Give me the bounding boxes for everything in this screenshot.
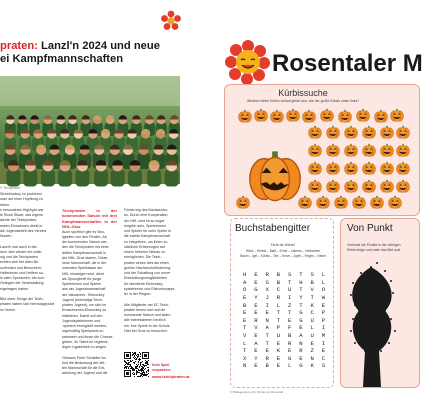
letter-cell[interactable]: R bbox=[265, 271, 269, 279]
article-line: spielerinnen und Eishockeyspie- bbox=[124, 286, 176, 291]
letter-cell[interactable]: E bbox=[254, 301, 258, 309]
photo-credit: © Teichpiraten bbox=[0, 186, 21, 190]
letter-cell[interactable]: T bbox=[242, 324, 247, 332]
article-line: Jugend (ehemalige Teich- bbox=[62, 297, 104, 302]
letter-grid-row bbox=[239, 309, 329, 317]
small-pumpkin-icon bbox=[308, 126, 321, 139]
article-line: als Sprungbrett für junge bbox=[62, 276, 102, 281]
letter-cell[interactable]: T bbox=[287, 278, 292, 286]
dot-to-dot-instruction: Verbinde die Punkte in der richtigen Reihenfolge und male das Bild aus! bbox=[347, 243, 401, 252]
article-line: den die Teichpiraten mit einer bbox=[62, 245, 109, 250]
letter-cell[interactable]: A bbox=[299, 332, 303, 340]
article-line: tont die Bedeutung der drit- bbox=[62, 360, 106, 365]
small-pumpkin-icon bbox=[356, 109, 369, 122]
letter-cell[interactable]: T bbox=[265, 332, 269, 340]
article-line: ie Show Stuart, das eigene bbox=[0, 213, 43, 217]
letter-cell[interactable]: B bbox=[242, 301, 247, 309]
dot-to-dot-panel bbox=[340, 218, 420, 388]
small-pumpkin-icon bbox=[326, 162, 339, 175]
letter-cell[interactable]: E bbox=[254, 347, 258, 355]
article-line: etablieren. Damit soll den bbox=[62, 313, 103, 318]
letter-cell[interactable]: X bbox=[265, 286, 269, 294]
letter-cell[interactable]: R bbox=[254, 316, 258, 324]
team-member-body bbox=[23, 169, 37, 186]
article-line: dritten Kampfmannschaft in bbox=[62, 250, 106, 255]
letter-grid-row bbox=[239, 339, 329, 347]
article-column-1 bbox=[0, 192, 55, 387]
kein-spiel-label bbox=[152, 363, 171, 372]
article-line: Spielerinnen und Spieler bbox=[62, 282, 102, 287]
article-line: Förderung des Nachwuchs- bbox=[124, 208, 169, 212]
article-line: und der Schaffung von neuer bbox=[124, 271, 171, 275]
small-pumpkin-icon bbox=[388, 196, 401, 209]
small-pumpkin-icon bbox=[298, 196, 311, 209]
letter-cell[interactable]: P bbox=[276, 324, 281, 332]
letter-cell[interactable]: V bbox=[310, 286, 314, 294]
letter-cell[interactable]: G bbox=[299, 316, 303, 324]
letter-cell[interactable]: P bbox=[321, 316, 326, 324]
left-page bbox=[0, 40, 194, 385]
small-pumpkin-icon bbox=[396, 144, 409, 157]
letter-cell[interactable]: B bbox=[287, 332, 292, 340]
letter-cell[interactable]: N bbox=[265, 316, 269, 324]
small-pumpkin-icon bbox=[326, 126, 339, 139]
article-line: ler in der Region. bbox=[124, 292, 152, 296]
article-line: igkeiten von den Piraten. Ab bbox=[62, 234, 107, 239]
small-pumpkin-icon bbox=[320, 109, 333, 122]
article-line: es. Durch eine Kooperation bbox=[124, 213, 168, 218]
right-page bbox=[206, 38, 423, 394]
letter-cell[interactable]: I bbox=[265, 301, 269, 309]
letter-cell[interactable]: K bbox=[276, 347, 281, 355]
letter-grid-row bbox=[239, 301, 329, 309]
article-line: ein, ihre Spiele in der Schule bbox=[124, 323, 170, 328]
connect-dot bbox=[390, 280, 392, 282]
connect-dot bbox=[350, 294, 352, 296]
connect-dot bbox=[364, 350, 366, 352]
connect-dot bbox=[358, 310, 360, 312]
small-pumpkin-icon bbox=[236, 196, 249, 209]
article-line: untersten Spielklasse der bbox=[62, 266, 103, 271]
letter-cell[interactable]: Y bbox=[254, 294, 258, 302]
team-member-body bbox=[128, 169, 142, 186]
small-pumpkin-icon bbox=[396, 162, 409, 175]
sun-logo-icon bbox=[226, 40, 270, 84]
article-line: toben. bbox=[0, 202, 10, 207]
letter-cell[interactable]: E bbox=[321, 347, 326, 355]
article-line: piraten sehen dies als einen bbox=[124, 260, 169, 265]
team-photo bbox=[0, 76, 180, 184]
article-line: regelmäßig Spielpraxis zu bbox=[62, 329, 104, 334]
letter-cell[interactable]: U bbox=[276, 332, 281, 340]
letter-grid bbox=[239, 271, 329, 370]
letter-cell[interactable]: N bbox=[310, 354, 314, 362]
letter-cell[interactable]: E bbox=[276, 362, 281, 370]
letter-cell[interactable]: X bbox=[242, 354, 247, 362]
small-pumpkin-icon bbox=[308, 180, 321, 193]
article-line: piraten Jugend), um sich im bbox=[62, 303, 107, 308]
article-line: zu integrieren, um ihnen zu- bbox=[124, 239, 169, 244]
letter-cell[interactable]: I bbox=[321, 339, 326, 347]
connect-dot bbox=[350, 330, 352, 332]
article-line: Hart bei Graz zu besuchen. bbox=[124, 328, 168, 333]
article-line: olg und die Teichpiraten bbox=[0, 255, 38, 259]
letter-cell[interactable]: R bbox=[287, 339, 292, 347]
letter-grid-row bbox=[239, 279, 329, 287]
letter-cell[interactable]: T bbox=[287, 309, 292, 317]
small-pumpkin-icon bbox=[374, 110, 387, 123]
connect-dot bbox=[352, 282, 354, 284]
website-link[interactable]: www.teichpiraten.at bbox=[152, 374, 190, 379]
letter-cell[interactable]: A bbox=[265, 324, 269, 332]
title-rest: Lanzl'n 2024 und neue bbox=[37, 40, 160, 52]
pumpkin-search-subtitle: Welcher kleine Kürbis schaut gleich aus, wie der große Kürbis unten links? bbox=[246, 99, 360, 103]
small-pumpkin-icon bbox=[362, 162, 375, 175]
letter-cell[interactable]: H bbox=[299, 278, 303, 286]
letter-cell[interactable]: L bbox=[310, 324, 314, 332]
connect-dot bbox=[376, 262, 378, 264]
small-pumpkin-icon bbox=[334, 196, 347, 209]
article-line: NHL einsteigen wird, dient bbox=[62, 271, 104, 276]
letter-grid-row bbox=[239, 362, 329, 370]
connect-dot bbox=[388, 342, 390, 344]
letter-cell[interactable]: C bbox=[310, 309, 314, 317]
small-pumpkin-icon bbox=[352, 196, 365, 209]
letter-cell[interactable]: Z bbox=[310, 347, 314, 355]
letter-cell[interactable]: E bbox=[276, 339, 281, 347]
small-pumpkin-icon bbox=[396, 180, 409, 193]
article-line: großen Nachwuchsförderung bbox=[124, 265, 171, 270]
big-pumpkin-icon bbox=[250, 151, 300, 200]
small-pumpkin-icon bbox=[326, 144, 339, 157]
pumpkin-field bbox=[235, 107, 411, 213]
connect-dot bbox=[388, 302, 390, 304]
small-pumpkin-icon bbox=[370, 196, 383, 209]
title-line2: ei Kampfmannschaften bbox=[0, 53, 124, 65]
letter-cell[interactable]: E bbox=[254, 278, 258, 286]
letter-grid-row bbox=[239, 347, 329, 355]
article-line: piraten freuen sich auf die bbox=[124, 307, 166, 312]
word-list-line-2: Baum – Igel – Kürbis – Tee – Kerze – Apfel – Regen – Nebel bbox=[240, 253, 326, 258]
team-member-body bbox=[75, 169, 89, 186]
article-line: -spielern ermöglicht werden, bbox=[62, 324, 108, 329]
letter-cell[interactable]: K bbox=[310, 301, 314, 309]
article-line: Lanzl'n war auch in die- bbox=[0, 244, 38, 249]
letter-grid-row bbox=[239, 332, 329, 340]
letter-cell[interactable]: B bbox=[265, 362, 269, 370]
letter-cell[interactable]: Z bbox=[287, 301, 292, 309]
small-pumpkin-icon bbox=[362, 180, 375, 193]
article-line: für talentierte Eishockey- bbox=[124, 281, 164, 286]
small-pumpkin-icon bbox=[270, 110, 283, 123]
article-line: die Jugendarbeit des Vereins bbox=[0, 228, 47, 233]
dot-to-dot-figure bbox=[341, 259, 407, 389]
small-pumpkin-icon bbox=[302, 110, 315, 123]
word-search-panel bbox=[230, 218, 334, 388]
article-line: eigetragen haben. bbox=[0, 286, 29, 291]
article-line: Bild oben: Einige der Teich- bbox=[0, 297, 44, 301]
connect-dot bbox=[360, 272, 362, 274]
article-line: n besonderes Highlight war bbox=[0, 207, 44, 212]
article-line: sem Jahr wieder ein voller bbox=[0, 249, 42, 254]
letter-cell[interactable]: H bbox=[242, 271, 247, 279]
letter-cell[interactable]: E bbox=[254, 309, 258, 317]
article-line: sätzliche Erfahrungen auf bbox=[124, 244, 165, 249]
small-pumpkin-icon bbox=[396, 126, 409, 139]
small-pumpkin-icon bbox=[338, 110, 351, 123]
team-member-body bbox=[147, 169, 161, 186]
letter-cell[interactable]: T bbox=[242, 347, 247, 355]
small-pumpkin-icon bbox=[380, 180, 393, 193]
connect-dot bbox=[354, 304, 356, 306]
letter-cell[interactable]: R bbox=[265, 354, 269, 362]
word-search-instruction: Finde die Wörter! bbox=[270, 243, 296, 247]
small-pumpkin-icon bbox=[238, 110, 251, 123]
letter-cell[interactable]: C bbox=[276, 286, 281, 294]
connect-dot bbox=[352, 318, 354, 320]
letter-cell[interactable]: E bbox=[242, 316, 247, 324]
pumpkin-search-title: Kürbissuche bbox=[278, 88, 328, 98]
letter-cell[interactable]: K bbox=[310, 362, 314, 370]
article-line: Helferinnen und Helfern so- bbox=[0, 270, 44, 275]
letter-cell[interactable]: E bbox=[276, 354, 281, 362]
word-search-word-list bbox=[235, 249, 331, 258]
small-pumpkin-icon bbox=[344, 126, 357, 139]
small-pumpkin-icon bbox=[380, 162, 393, 175]
small-pumpkin-icon bbox=[390, 109, 403, 122]
letter-cell[interactable]: O bbox=[321, 286, 326, 294]
brand-title: Rosentaler M bbox=[272, 50, 423, 77]
letter-cell[interactable]: S bbox=[310, 271, 314, 279]
small-pumpkin-icon bbox=[344, 162, 357, 175]
article-line: der kommenden Saison wer- bbox=[62, 240, 108, 245]
article-line: Alle Mitglieder der EC Teich- bbox=[124, 302, 170, 307]
dot-to-dot-title: Von Punkt bbox=[347, 223, 393, 234]
team-member-body bbox=[58, 169, 72, 186]
letter-cell[interactable]: P bbox=[321, 309, 326, 317]
article-line: ie allen Sponsoren, die zum bbox=[0, 276, 45, 280]
small-pumpkin-icon bbox=[362, 144, 375, 157]
word-list-line-1: Wind – Herbst – Blatt – Ernte – Laterne – Halloween bbox=[245, 249, 321, 253]
article-line: Auch sportlich gibt es Neu- bbox=[62, 229, 105, 234]
letter-cell[interactable]: T bbox=[276, 309, 281, 317]
article-line: ßigen Ligabetrieb zu zeigen. bbox=[62, 345, 108, 350]
letter-cell[interactable]: M bbox=[321, 332, 326, 340]
article-line: der Vatcatzers - Eishockey bbox=[62, 292, 105, 297]
letter-cell[interactable]: E bbox=[242, 294, 247, 302]
letter-cell[interactable]: S bbox=[287, 271, 292, 279]
letter-cell[interactable]: L bbox=[242, 339, 247, 347]
article-line: geben, ihr Talent im regelmä- bbox=[62, 339, 109, 344]
letter-cell[interactable]: V bbox=[242, 332, 247, 340]
letter-cell[interactable]: Y bbox=[254, 354, 258, 362]
article-line: Obmann Peter Schadler be- bbox=[62, 355, 107, 360]
article-line: uchenden und Besuchern, bbox=[0, 265, 42, 270]
letter-grid-row bbox=[239, 286, 329, 294]
article-line: Streethockey zu probieren bbox=[0, 192, 42, 196]
letter-cell[interactable]: R bbox=[299, 347, 303, 355]
letter-cell[interactable]: O bbox=[242, 286, 247, 294]
letter-cell[interactable]: B bbox=[310, 278, 314, 286]
letter-cell[interactable]: B bbox=[276, 271, 281, 279]
connect-dot bbox=[392, 292, 394, 294]
letter-cell[interactable]: E bbox=[310, 339, 314, 347]
letter-cell[interactable]: E bbox=[321, 301, 326, 309]
letter-cell[interactable]: V bbox=[254, 324, 258, 332]
article-line: essen Einnahmen direkt in bbox=[0, 223, 43, 228]
article-line: Erwachsenen-Eishockey zu bbox=[62, 308, 107, 313]
kein-spiel-text: Kein Spiel bbox=[152, 363, 170, 367]
letter-cell[interactable]: E bbox=[254, 271, 258, 279]
article-line: sammeln und ihnen die Chance bbox=[62, 334, 113, 339]
article-line: der NHL wird es so sogar bbox=[124, 218, 165, 223]
dot-figure-silhouette bbox=[352, 267, 391, 387]
connect-dot bbox=[370, 266, 372, 268]
letter-grid-row bbox=[239, 294, 329, 302]
letter-cell[interactable]: L bbox=[321, 271, 326, 279]
connect-dot bbox=[384, 310, 386, 312]
word-search-title: Buchstabengitter bbox=[235, 223, 311, 234]
small-pumpkin-icon bbox=[316, 196, 329, 209]
letter-cell[interactable]: G bbox=[287, 354, 292, 362]
letter-cell[interactable]: B bbox=[276, 278, 281, 286]
letter-cell[interactable]: N bbox=[299, 339, 303, 347]
letter-cell[interactable]: I bbox=[321, 324, 326, 332]
letter-cell[interactable]: A bbox=[242, 278, 247, 286]
letter-cell[interactable]: S bbox=[265, 278, 269, 286]
letter-cell[interactable]: L bbox=[276, 301, 281, 309]
letter-grid-row bbox=[239, 271, 329, 279]
article-line: Entwicklungsmöglichkeiten bbox=[124, 276, 167, 281]
article-line: aus der Jugendmannschaft bbox=[62, 287, 106, 292]
article-line: Gelingen der Veranstaltung bbox=[0, 281, 44, 286]
team-member-body bbox=[41, 169, 55, 186]
article-line: möglich sein, Spielerinnen bbox=[124, 223, 166, 228]
article-line: wicklung der Jugend und die bbox=[62, 371, 108, 376]
small-pumpkin-icon bbox=[254, 109, 267, 122]
letter-cell[interactable]: I bbox=[287, 294, 292, 302]
small-pumpkin-icon bbox=[380, 126, 393, 139]
letter-cell[interactable]: T bbox=[299, 301, 303, 309]
article-line: und Spieler für zehn Spiele in bbox=[124, 229, 171, 233]
letter-cell[interactable]: S bbox=[321, 362, 326, 370]
letter-cell[interactable]: E bbox=[287, 316, 292, 324]
article-line: ten Mannschaft für die Ent- bbox=[62, 366, 106, 371]
team-member-body bbox=[165, 169, 179, 186]
small-pumpkin-icon bbox=[308, 162, 321, 175]
connect-dot bbox=[380, 350, 382, 352]
small-pumpkin-icon bbox=[308, 144, 321, 157]
letter-cell[interactable]: E bbox=[265, 309, 269, 317]
letter-cell[interactable]: E bbox=[242, 309, 247, 317]
connect-dot bbox=[384, 270, 386, 272]
letter-grid-row bbox=[239, 355, 329, 363]
article-line: der NHL-Graz starten. Diese bbox=[62, 255, 108, 260]
letter-cell[interactable]: U bbox=[310, 316, 314, 324]
letter-cell[interactable]: E bbox=[287, 347, 292, 355]
letter-cell[interactable]: E bbox=[299, 354, 303, 362]
letter-cell[interactable]: G bbox=[254, 286, 258, 294]
article-line: Jugendspielerinnen und bbox=[62, 318, 101, 323]
small-pumpkin-icon bbox=[344, 180, 357, 193]
article-title bbox=[0, 40, 194, 66]
team-member-body bbox=[6, 169, 20, 186]
letter-cell[interactable]: R bbox=[276, 294, 281, 302]
letter-cell[interactable]: U bbox=[287, 286, 292, 294]
letter-cell[interactable]: L bbox=[287, 362, 292, 370]
letter-cell[interactable]: E bbox=[299, 324, 303, 332]
letter-grid-row bbox=[239, 317, 329, 325]
verpassen-text: verpassen: bbox=[152, 367, 171, 372]
letter-cell[interactable]: U bbox=[310, 332, 314, 340]
letter-cell[interactable]: W bbox=[321, 294, 326, 302]
letter-cell[interactable]: E bbox=[254, 332, 258, 340]
connect-dot bbox=[354, 342, 356, 344]
team-member-body bbox=[94, 169, 108, 186]
title-accent: praten: bbox=[0, 40, 38, 52]
letter-cell[interactable]: G bbox=[299, 362, 303, 370]
article-line: alente der Teichpiraten, bbox=[0, 218, 38, 223]
flower-icon bbox=[160, 10, 182, 32]
article-line: piraten haben sich herrausgeputzt bbox=[0, 302, 55, 307]
article-line: die zweite Kampfmannschaft bbox=[124, 234, 170, 239]
article-column-2 bbox=[62, 208, 117, 403]
small-pumpkin-icon bbox=[286, 109, 299, 122]
article-line: flossen. bbox=[0, 234, 13, 238]
letter-cell[interactable]: N bbox=[242, 362, 247, 370]
letter-cell[interactable]: Y bbox=[299, 294, 303, 302]
letter-cell[interactable]: T bbox=[276, 316, 281, 324]
letter-cell[interactable]: C bbox=[321, 354, 326, 362]
footer-note: © Bildagenturen für Kinder am Rosental bbox=[230, 390, 284, 394]
article-line: neue Mannschaft, die in der bbox=[62, 261, 107, 266]
letter-cell[interactable]: T bbox=[299, 286, 303, 294]
connect-dot bbox=[390, 318, 392, 320]
letter-cell[interactable]: A bbox=[254, 339, 258, 347]
letter-cell[interactable]: E bbox=[265, 347, 269, 355]
article-line: echten sich bei allen Be- bbox=[0, 260, 40, 265]
letter-cell[interactable]: E bbox=[254, 362, 258, 370]
small-pumpkin-icon bbox=[362, 126, 375, 139]
article-line: einem höheren Niveau zu bbox=[124, 250, 165, 254]
letter-cell[interactable]: T bbox=[310, 294, 314, 302]
article-line: alle Interessierten herzlich bbox=[124, 318, 166, 323]
letter-cell[interactable]: G bbox=[299, 309, 303, 317]
article-line: kommende Saison und laden bbox=[124, 313, 171, 317]
letter-cell[interactable]: T bbox=[299, 271, 303, 279]
small-pumpkin-icon bbox=[380, 144, 393, 157]
article-line: ermöglichen. Die Teich- bbox=[124, 255, 162, 260]
pumpkin-search-panel bbox=[224, 84, 420, 216]
small-pumpkin-icon bbox=[344, 144, 357, 157]
article-line: im Verein. bbox=[0, 307, 16, 312]
team-member-body bbox=[111, 169, 125, 186]
letter-cell[interactable]: J bbox=[265, 294, 269, 302]
letter-cell[interactable]: F bbox=[287, 324, 292, 332]
column-lead-heading: Teichpiraten in der kommenden Saison mit drei Kampfmannschaften in der NHL-Graz bbox=[62, 208, 117, 230]
connect-dot bbox=[394, 330, 396, 332]
letter-cell[interactable]: T bbox=[265, 339, 269, 347]
small-pumpkin-icon bbox=[326, 180, 339, 193]
letter-grid-row bbox=[239, 324, 329, 332]
qr-code-icon[interactable] bbox=[124, 352, 149, 377]
letter-cell[interactable]: L bbox=[321, 278, 326, 286]
article-line: oder auf einer Hupfburg zu bbox=[0, 197, 43, 202]
